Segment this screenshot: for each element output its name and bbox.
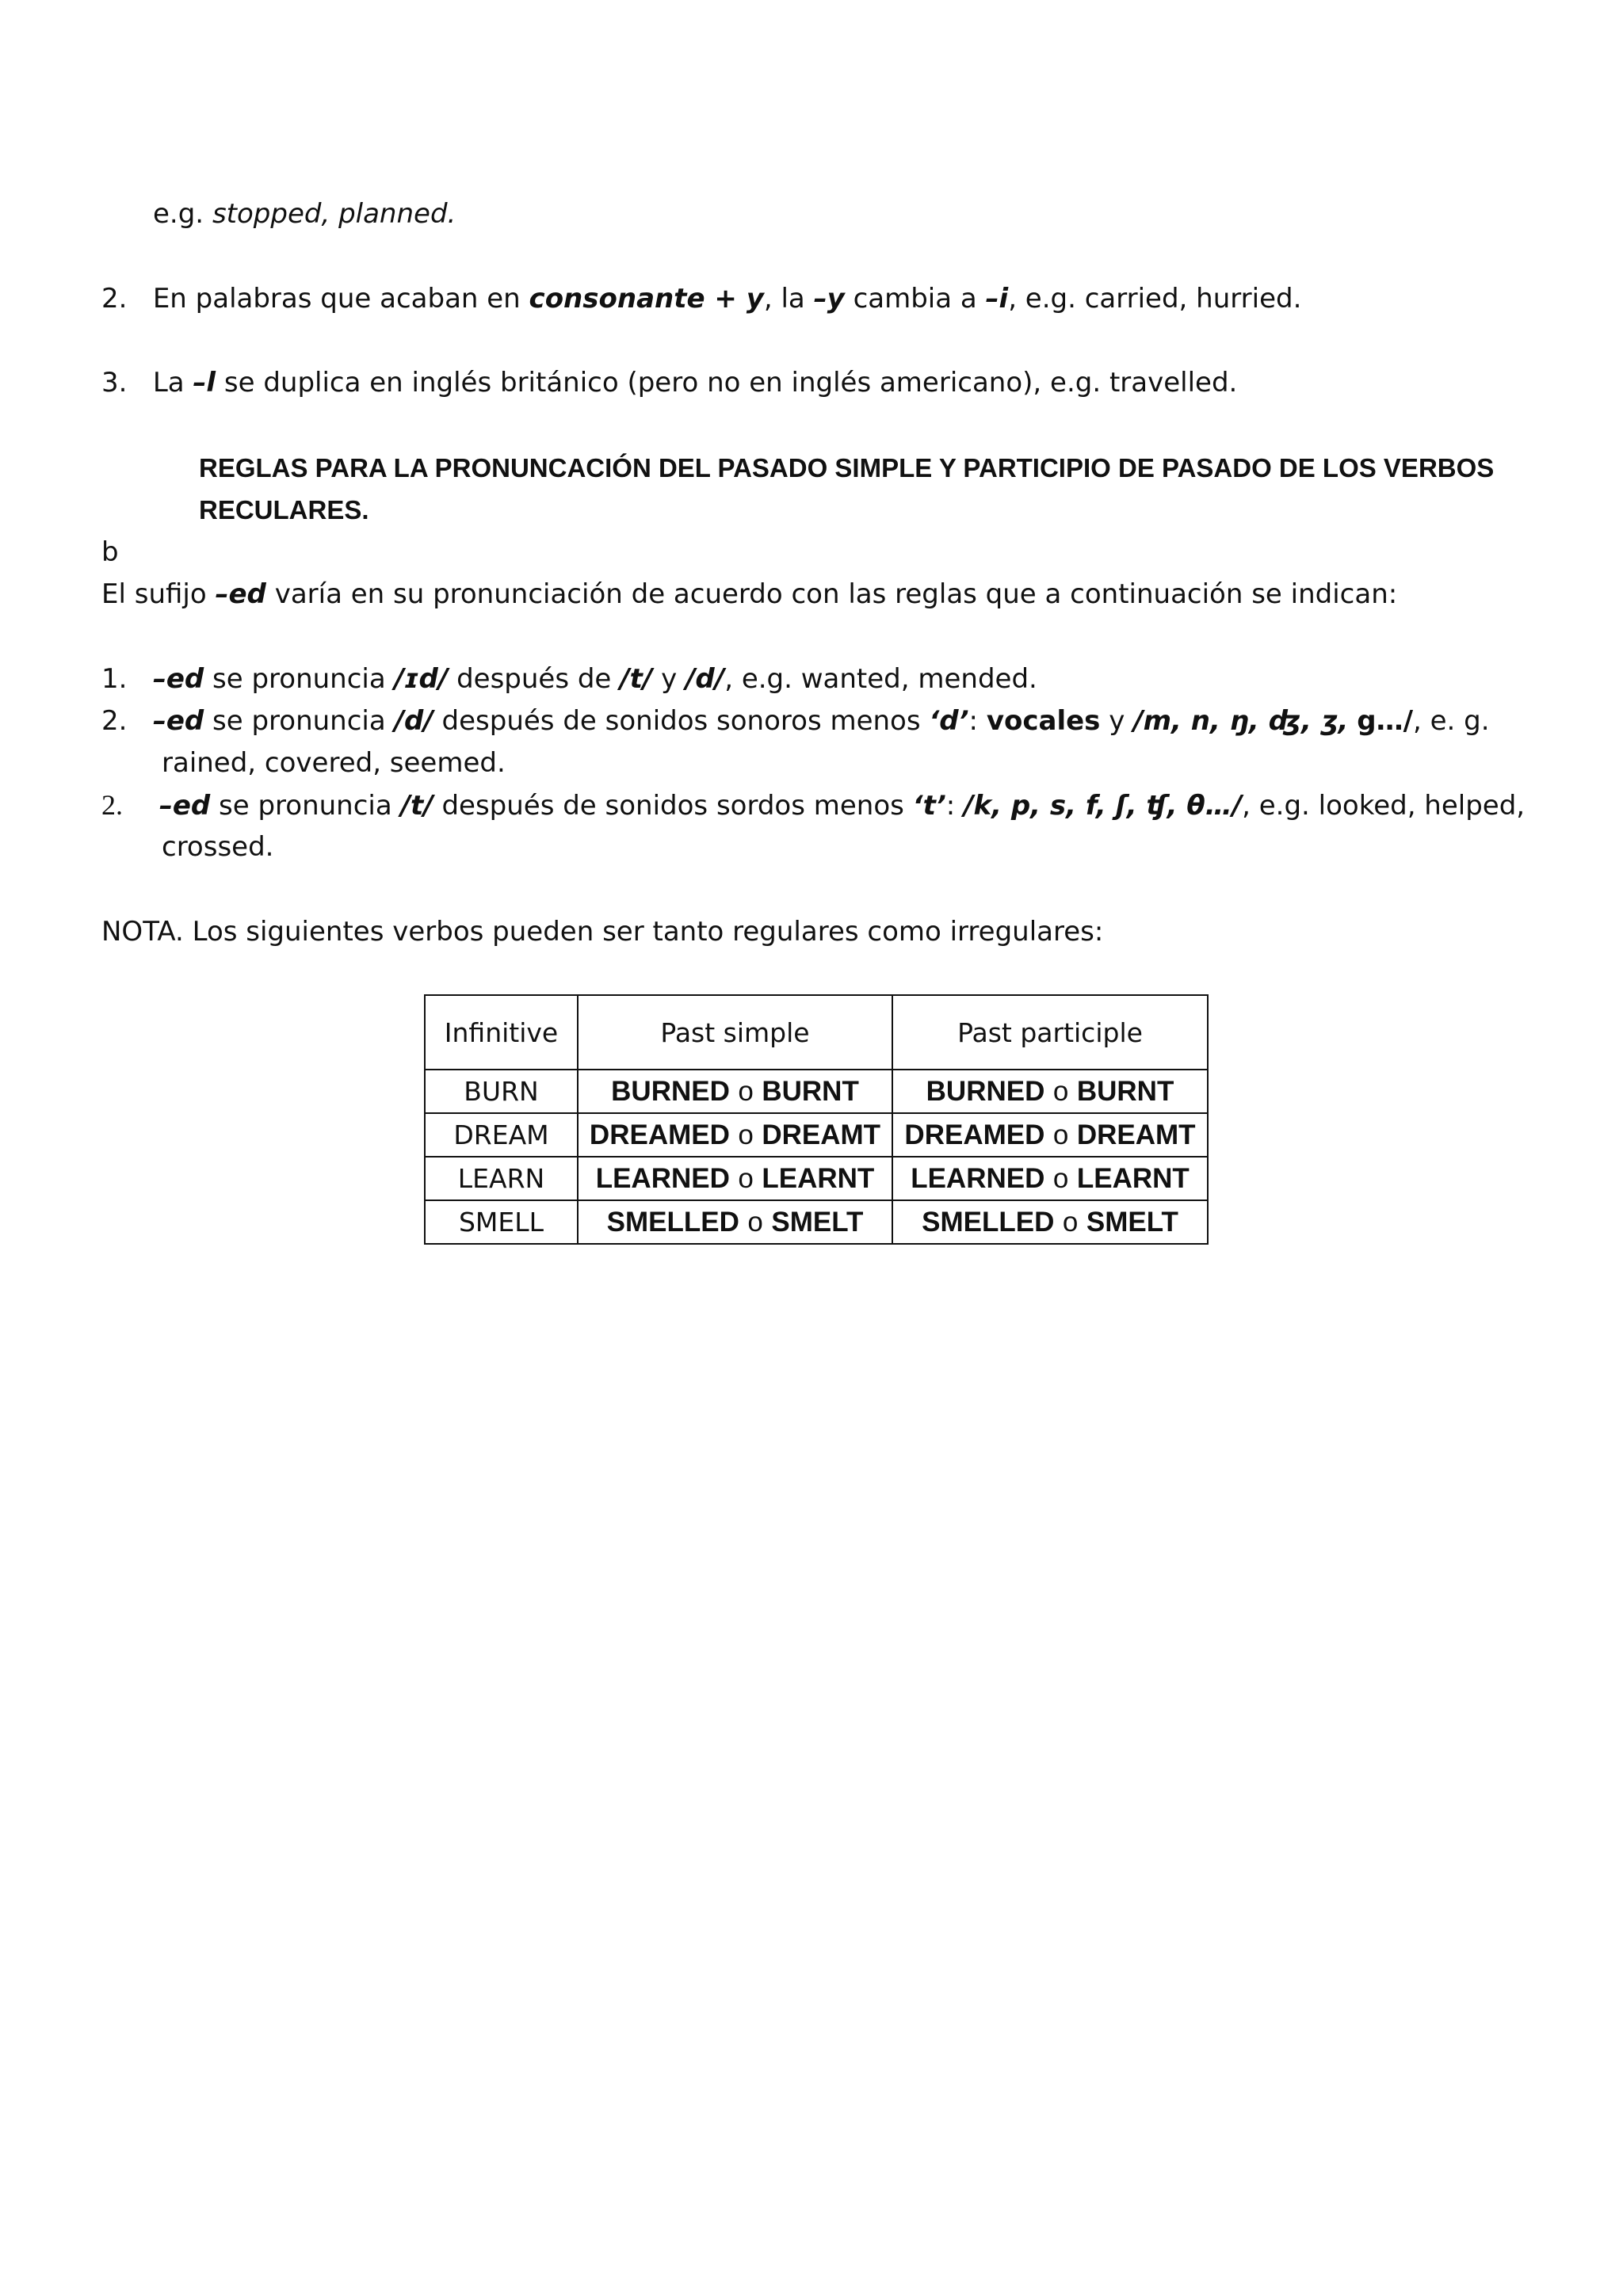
connector: o [1062,1207,1079,1238]
rule-3-emph-a: –l [193,367,216,399]
pron-rule-2-vocales: vocales [986,705,1101,737]
section-heading-line-2: RECULARES. [199,495,369,524]
connector: o [738,1076,754,1107]
pron-rule-2-text-a: se pronuncia [212,705,386,737]
pron-rule-3-continuation: crossed. [162,831,274,863]
pron-rule-3-sound: /t/ [400,790,433,822]
past-participle-regular: DREAMED [904,1119,1045,1150]
pron-rule-1-text-c: , e.g. wanted, mended. [724,663,1037,695]
table-header-infinitive: Infinitive [425,995,578,1070]
pron-rule-3-sounds: /k, p, s, f, ʃ, ʧ, θ…/ [964,790,1243,822]
table-cell-past-simple [578,1200,892,1244]
table-cell-past-participle [892,1157,1208,1200]
pron-rule-1-sound: /ɪd/ [394,663,449,695]
connector: o [1052,1119,1069,1150]
pron-rule-3-number: 2. [101,789,123,821]
pron-rule-3-except: ‘t’ [912,790,946,822]
pron-rule-2-sound: /d/ [394,705,433,737]
intro-example-line [153,193,456,235]
table-header-row [425,995,1208,1070]
pron-rule-2-text-c: , e. g. [1413,705,1490,737]
rule-2-text-d: , e.g. carried, hurried. [1008,283,1302,315]
table-row [425,1200,1208,1244]
pron-rule-2-line [101,700,1490,742]
connector: o [747,1207,763,1238]
past-participle-irregular: DREAMT [1076,1119,1196,1150]
pron-rule-1-text-a: se pronuncia [212,663,386,695]
rule-2-emph-c: –i [985,283,1009,315]
table-row [425,1157,1208,1200]
rule-2-text-b: , la [763,283,805,315]
rule-2-emph-a: consonante + y [529,283,764,315]
past-simple-irregular: DREAMT [762,1119,881,1150]
table-cell-infinitive: LEARN [425,1157,578,1200]
pron-rule-1-text-b: después de [456,663,612,695]
rule-3-line [101,362,1237,404]
pron-rule-2-y: y [1109,705,1125,737]
past-participle-irregular: SMELT [1086,1207,1178,1238]
table-header-past-simple: Past simple [578,995,892,1070]
rule-3-text-a: La [152,367,185,399]
table-cell-infinitive: SMELL [425,1200,578,1244]
pron-rule-2-ed: –ed [152,705,204,737]
pron-rule-3-ed: –ed [158,790,211,822]
rule-3-number: 3. [101,367,128,399]
connector: o [1052,1163,1069,1194]
table-row [425,1113,1208,1157]
past-simple-irregular: BURNT [762,1076,859,1107]
pron-rule-2-g: g…/ [1357,705,1413,737]
past-simple-regular: SMELLED [606,1207,739,1238]
pron-rule-1-d: /d/ [685,663,725,695]
rule-2-text-a: En palabras que acaban en [152,283,521,315]
pron-rule-3-colon: : [945,790,956,822]
suffix-intro-text-a: El sufijo [101,578,207,610]
past-simple-regular: BURNED [611,1076,730,1107]
table-cell-infinitive: BURN [425,1070,578,1113]
table-header-past-participle: Past participle [892,995,1208,1070]
stray-letter: b [101,536,119,568]
past-participle-irregular: BURNT [1076,1076,1174,1107]
pron-rule-3-text-b: después de sonidos sordos menos [441,790,904,822]
rule-2-number: 2. [101,283,128,315]
pron-rule-2-except: ‘d’ [929,705,969,737]
past-participle-regular: BURNED [926,1076,1045,1107]
pron-rule-2-sounds: /m, n, ŋ, ʤ, ʒ, [1133,705,1349,737]
pron-rule-3-line [101,784,1525,827]
pron-rule-1-ed: –ed [152,663,204,695]
suffix-intro-emph: –ed [215,578,266,610]
connector: o [1052,1076,1069,1107]
table-cell-past-simple [578,1070,892,1113]
table-cell-past-participle [892,1200,1208,1244]
table-cell-past-participle [892,1113,1208,1157]
nota-line: NOTA. Los siguientes verbos pueden ser tanto regulares como irregulares: [101,916,1104,948]
table-cell-infinitive: DREAM [425,1113,578,1157]
past-participle-regular: SMELLED [922,1207,1055,1238]
table-cell-past-participle [892,1070,1208,1113]
verbs-table [424,994,1209,1245]
pron-rule-2-text-b: después de sonidos sonoros menos [441,705,921,737]
pron-rule-2-continuation: rained, covered, seemed. [162,747,506,779]
pron-rule-1-y: y [661,663,678,695]
past-simple-irregular: LEARNT [762,1163,875,1194]
section-heading [199,447,1514,531]
intro-eg-prefix: e.g. [153,198,204,230]
pron-rule-2-number: 2. [101,705,128,737]
connector: o [738,1163,754,1194]
rule-2-line [101,278,1301,320]
past-simple-regular: LEARNED [595,1163,730,1194]
pron-rule-2-colon: : [968,705,979,737]
connector: o [738,1119,754,1150]
section-heading-line-1: REGLAS PARA LA PRONUNCACIÓN DEL PASADO SIMPLE Y PARTICIPIO DE PASADO DE LOS VERBOS [199,453,1495,482]
rule-2-text-c: cambia a [853,283,977,315]
suffix-intro-line [101,574,1397,616]
past-simple-regular: DREAMED [589,1119,730,1150]
pron-rule-3-text-a: se pronuncia [219,790,392,822]
table-row [425,1070,1208,1113]
intro-eg-examples: stopped, planned. [212,198,456,230]
past-participle-regular: LEARNED [911,1163,1045,1194]
pron-rule-1-line [101,658,1037,700]
rule-3-text-b: se duplica en inglés británico (pero no en inglés americano), e.g. travelled. [223,367,1238,399]
pron-rule-3-text-c: , e.g. looked, helped, [1242,790,1526,822]
past-simple-irregular: SMELT [771,1207,864,1238]
past-participle-irregular: LEARNT [1076,1163,1190,1194]
pron-rule-1-t: /t/ [620,663,653,695]
rule-2-emph-b: –y [813,283,845,315]
table-cell-past-simple [578,1157,892,1200]
pron-rule-1-number: 1. [101,663,128,695]
suffix-intro-text-b: varía en su pronunciación de acuerdo con las reglas que a continuación se indican: [274,578,1398,610]
table-cell-past-simple [578,1113,892,1157]
